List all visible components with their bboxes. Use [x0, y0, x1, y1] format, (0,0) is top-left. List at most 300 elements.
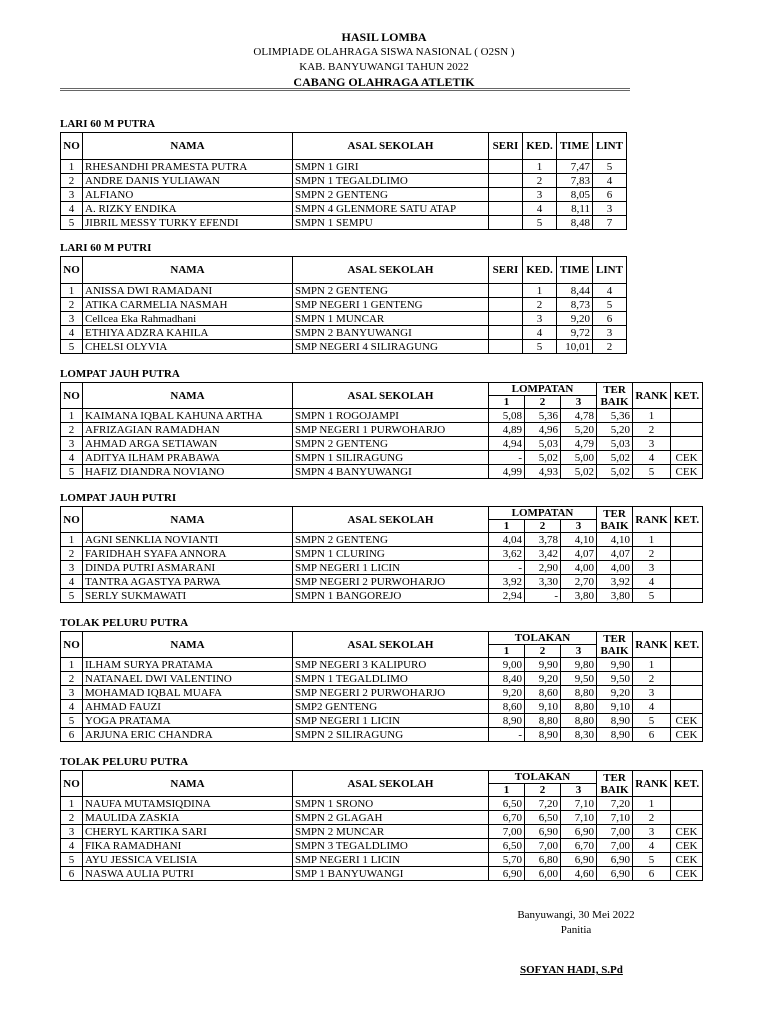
cell-best: 7,00	[597, 839, 633, 853]
cell-attempt-3: 8,80	[561, 714, 597, 728]
table-row	[61, 174, 627, 188]
table-row	[61, 811, 703, 825]
cell-attempt-3: 6,90	[561, 825, 597, 839]
results-table	[60, 256, 627, 354]
cell-school: SMPN 1 TEGALDLIMO	[293, 174, 489, 188]
cell-best: 9,20	[597, 686, 633, 700]
cell-name: NATANAEL DWI VALENTINO	[83, 672, 293, 686]
cell-school: SMPN 2 MUNCAR	[293, 825, 489, 839]
cell-attempt-1: 3,92	[489, 575, 525, 589]
cell-attempt-2: 9,10	[525, 700, 561, 714]
cell-name: ATIKA CARMELIA NASMAH	[83, 298, 293, 312]
cell-seri	[489, 298, 523, 312]
cell-attempt-2: 5,02	[525, 451, 561, 465]
cell-school: SMPN 4 BANYUWANGI	[293, 465, 489, 479]
cell-no: 4	[61, 451, 83, 465]
cell-time: 7,47	[557, 160, 593, 174]
section-lompat-jauh-putra	[60, 366, 703, 479]
section-title: LARI 60 M PUTRA	[60, 118, 156, 130]
col-header-ket: KET.	[671, 383, 703, 409]
cell-name: MOHAMAD IQBAL MUAFA	[83, 686, 293, 700]
event-location: KAB. BANYUWANGI TAHUN 2022	[299, 61, 469, 73]
table-row	[61, 188, 627, 202]
cell-lane: 5	[523, 216, 557, 230]
table-row	[61, 658, 703, 672]
cell-rank: 1	[633, 409, 671, 423]
cell-school: SMPN 2 GENTENG	[293, 533, 489, 547]
cell-school: SMP NEGERI 1 LICIN	[293, 853, 489, 867]
cell-rank: 5	[633, 714, 671, 728]
cell-attempt-1: 9,20	[489, 686, 525, 700]
cell-time: 9,72	[557, 326, 593, 340]
cell-school: SMPN 2 GENTENG	[293, 188, 489, 202]
cell-lane: 2	[523, 174, 557, 188]
cell-ket: CEK	[671, 465, 703, 479]
document-header	[0, 30, 768, 90]
cell-rank: 4	[633, 575, 671, 589]
cell-name: TANTRA AGASTYA PARWA	[83, 575, 293, 589]
cell-no: 3	[61, 437, 83, 451]
cell-lane: 4	[523, 326, 557, 340]
cell-best: 8,90	[597, 728, 633, 742]
cell-name: CHELSI OLYVIA	[83, 340, 293, 354]
table-row	[61, 312, 627, 326]
table-row	[61, 797, 703, 811]
cell-no: 6	[61, 867, 83, 881]
col-header-no: NO	[61, 632, 83, 658]
cell-ket: CEK	[671, 825, 703, 839]
cell-name: Cellcea Eka Rahmadhani	[83, 312, 293, 326]
cell-seri	[489, 284, 523, 298]
cell-ket	[671, 423, 703, 437]
cell-school: SMPN 1 SILIRAGUNG	[293, 451, 489, 465]
cell-rank: 1	[633, 797, 671, 811]
cell-rank: 6	[633, 867, 671, 881]
cell-lint: 5	[593, 160, 627, 174]
col-header-rank: RANK	[633, 632, 671, 658]
cell-no: 5	[61, 340, 83, 354]
table-row	[61, 533, 703, 547]
table-row	[61, 465, 703, 479]
cell-attempt-3: 4,07	[561, 547, 597, 561]
cell-attempt-3: 9,80	[561, 658, 597, 672]
committee-label: Panitia	[560, 924, 592, 936]
col-header-attempt-2: 2	[525, 396, 561, 409]
cell-attempt-1: 5,70	[489, 853, 525, 867]
cell-ket: CEK	[671, 728, 703, 742]
cell-lint: 3	[593, 202, 627, 216]
cell-school: SMP2 GENTENG	[293, 700, 489, 714]
cell-attempt-3: 3,80	[561, 589, 597, 603]
col-header-no: NO	[61, 383, 83, 409]
cell-ket: CEK	[671, 451, 703, 465]
results-table	[60, 770, 703, 881]
cell-seri	[489, 312, 523, 326]
table-row	[61, 700, 703, 714]
cell-attempt-1: 9,00	[489, 658, 525, 672]
cell-attempt-1: 2,94	[489, 589, 525, 603]
cell-name: NASWA AULIA PUTRI	[83, 867, 293, 881]
cell-name: ALFIANO	[83, 188, 293, 202]
header-row	[61, 507, 703, 520]
col-header-attempts: LOMPATAN	[489, 507, 597, 520]
cell-attempt-1: -	[489, 561, 525, 575]
col-header-terbaik: TER BAIK	[597, 771, 633, 797]
cell-school: SMPN 2 SILIRAGUNG	[293, 728, 489, 742]
cell-no: 5	[61, 589, 83, 603]
cell-attempt-1: 4,04	[489, 533, 525, 547]
col-header-ked: KED.	[523, 133, 557, 160]
cell-lane: 4	[523, 202, 557, 216]
cell-name: FIKA RAMADHANI	[83, 839, 293, 853]
cell-rank: 3	[633, 686, 671, 700]
cell-rank: 3	[633, 825, 671, 839]
cell-ket	[671, 575, 703, 589]
cell-no: 3	[61, 825, 83, 839]
table-row	[61, 547, 703, 561]
col-header-attempt-3: 3	[561, 396, 597, 409]
table-row	[61, 423, 703, 437]
col-header-attempt-1: 1	[489, 396, 525, 409]
cell-no: 4	[61, 575, 83, 589]
cell-rank: 3	[633, 561, 671, 575]
cell-school: SMP NEGERI 1 PURWOHARJO	[293, 423, 489, 437]
cell-school: SMPN 1 SEMPU	[293, 216, 489, 230]
cell-ket	[671, 409, 703, 423]
cell-no: 2	[61, 672, 83, 686]
col-header-no: NO	[61, 771, 83, 797]
cell-attempt-2: 8,90	[525, 728, 561, 742]
cell-time: 8,48	[557, 216, 593, 230]
table-row	[61, 853, 703, 867]
col-header-lint: LINT	[593, 257, 627, 284]
cell-lint: 4	[593, 174, 627, 188]
cell-no: 2	[61, 298, 83, 312]
cell-ket: CEK	[671, 853, 703, 867]
cell-school: SMP NEGERI 1 LICIN	[293, 561, 489, 575]
event-name: OLIMPIADE OLAHRAGA SISWA NASIONAL ( O2SN )	[253, 46, 515, 58]
cell-no: 4	[61, 839, 83, 853]
cell-no: 3	[61, 561, 83, 575]
col-header-no: NO	[61, 507, 83, 533]
header-row	[61, 383, 703, 396]
cell-best: 6,90	[597, 853, 633, 867]
section-title: LOMPAT JAUH PUTRA	[60, 368, 180, 380]
col-header-attempt-2: 2	[525, 645, 561, 658]
section-lari-60m-putri	[60, 240, 627, 354]
cell-name: RHESANDHI PRAMESTA PUTRA	[83, 160, 293, 174]
cell-ket	[671, 437, 703, 451]
cell-rank: 4	[633, 839, 671, 853]
cell-attempt-2: 6,50	[525, 811, 561, 825]
cell-attempt-3: 9,50	[561, 672, 597, 686]
cell-attempt-1: 8,40	[489, 672, 525, 686]
cell-attempt-3: 5,20	[561, 423, 597, 437]
col-header-attempt-2: 2	[525, 784, 561, 797]
header-divider	[60, 88, 630, 91]
cell-rank: 2	[633, 672, 671, 686]
cell-lane: 1	[523, 160, 557, 174]
cell-attempt-3: 4,00	[561, 561, 597, 575]
cell-no: 4	[61, 202, 83, 216]
cell-attempt-1: 5,08	[489, 409, 525, 423]
table-row	[61, 686, 703, 700]
cell-attempt-1: 7,00	[489, 825, 525, 839]
cell-time: 7,83	[557, 174, 593, 188]
cell-attempt-2: 4,93	[525, 465, 561, 479]
cell-best: 5,02	[597, 465, 633, 479]
cell-school: SMP NEGERI 2 PURWOHARJO	[293, 686, 489, 700]
cell-best: 8,90	[597, 714, 633, 728]
section-lari-60m-putra	[60, 116, 627, 230]
table-row	[61, 561, 703, 575]
cell-ket	[671, 811, 703, 825]
table-row	[61, 298, 627, 312]
table-row	[61, 409, 703, 423]
table-row	[61, 326, 627, 340]
cell-school: SMPN 1 CLURING	[293, 547, 489, 561]
cell-lint: 4	[593, 284, 627, 298]
cell-school: SMP NEGERI 2 PURWOHARJO	[293, 575, 489, 589]
cell-name: JIBRIL MESSY TURKY EFENDI	[83, 216, 293, 230]
col-header-attempts: TOLAKAN	[489, 632, 597, 645]
section-tolak-peluru-putra	[60, 615, 703, 742]
col-header-seri: SERI	[489, 257, 523, 284]
cell-attempt-2: 5,36	[525, 409, 561, 423]
results-table	[60, 506, 703, 603]
cell-best: 5,02	[597, 451, 633, 465]
cell-attempt-2: 4,96	[525, 423, 561, 437]
cell-rank: 5	[633, 465, 671, 479]
cell-ket: CEK	[671, 714, 703, 728]
cell-school: SMP NEGERI 1 GENTENG	[293, 298, 489, 312]
cell-no: 5	[61, 714, 83, 728]
cell-best: 5,20	[597, 423, 633, 437]
col-header-no: NO	[61, 133, 83, 160]
cell-school: SMP NEGERI 3 KALIPURO	[293, 658, 489, 672]
cell-ket	[671, 797, 703, 811]
cell-attempt-2: 8,60	[525, 686, 561, 700]
cell-attempt-1: -	[489, 728, 525, 742]
cell-name: AGNI SENKLIA NOVIANTI	[83, 533, 293, 547]
cell-seri	[489, 174, 523, 188]
cell-ket	[671, 672, 703, 686]
cell-seri	[489, 202, 523, 216]
table-row	[61, 437, 703, 451]
table-row	[61, 825, 703, 839]
cell-attempt-1: 8,60	[489, 700, 525, 714]
cell-best: 5,36	[597, 409, 633, 423]
cell-best: 9,50	[597, 672, 633, 686]
table-row	[61, 216, 627, 230]
cell-no: 2	[61, 811, 83, 825]
cell-time: 8,44	[557, 284, 593, 298]
cell-attempt-3: 7,10	[561, 811, 597, 825]
signatory-name: SOFYAN HADI, S.Pd	[520, 964, 623, 976]
col-header-asal: ASAL SEKOLAH	[293, 507, 489, 533]
cell-attempt-1: 3,62	[489, 547, 525, 561]
col-header-nama: NAMA	[83, 771, 293, 797]
cell-name: AFRIZAGIAN RAMADHAN	[83, 423, 293, 437]
cell-attempt-3: 4,78	[561, 409, 597, 423]
cell-lint: 7	[593, 216, 627, 230]
cell-name: AHMAD FAUZI	[83, 700, 293, 714]
cell-lint: 2	[593, 340, 627, 354]
col-header-time: TIME	[557, 133, 593, 160]
col-header-terbaik: TER BAIK	[597, 632, 633, 658]
cell-time: 9,20	[557, 312, 593, 326]
col-header-rank: RANK	[633, 507, 671, 533]
col-header-attempt-1: 1	[489, 645, 525, 658]
cell-school: SMP 1 BANYUWANGI	[293, 867, 489, 881]
col-header-asal: ASAL SEKOLAH	[293, 383, 489, 409]
cell-attempt-3: 6,90	[561, 853, 597, 867]
cell-attempt-2: 7,00	[525, 839, 561, 853]
cell-school: SMPN 1 TEGALDLIMO	[293, 672, 489, 686]
header-row	[61, 632, 703, 645]
cell-name: A. RIZKY ENDIKA	[83, 202, 293, 216]
col-header-time: TIME	[557, 257, 593, 284]
cell-school: SMPN 2 GLAGAH	[293, 811, 489, 825]
cell-school: SMPN 2 BANYUWANGI	[293, 326, 489, 340]
cell-seri	[489, 216, 523, 230]
cell-rank: 4	[633, 700, 671, 714]
cell-lint: 5	[593, 298, 627, 312]
col-header-lint: LINT	[593, 133, 627, 160]
signature-block	[496, 908, 656, 938]
cell-attempt-3: 8,30	[561, 728, 597, 742]
cell-name: KAIMANA IQBAL KAHUNA ARTHA	[83, 409, 293, 423]
col-header-ked: KED.	[523, 257, 557, 284]
cell-attempt-3: 8,80	[561, 700, 597, 714]
cell-no: 1	[61, 658, 83, 672]
col-header-attempt-1: 1	[489, 784, 525, 797]
col-header-seri: SERI	[489, 133, 523, 160]
cell-time: 8,73	[557, 298, 593, 312]
cell-attempt-1: 4,99	[489, 465, 525, 479]
header-row	[61, 771, 703, 784]
cell-ket	[671, 686, 703, 700]
section-tolak-peluru-putra-2	[60, 754, 703, 881]
col-header-asal: ASAL SEKOLAH	[293, 257, 489, 284]
cell-attempt-1: 6,70	[489, 811, 525, 825]
cell-attempt-1: 4,89	[489, 423, 525, 437]
cell-time: 8,05	[557, 188, 593, 202]
cell-name: AHMAD ARGA SETIAWAN	[83, 437, 293, 451]
cell-seri	[489, 160, 523, 174]
cell-best: 3,92	[597, 575, 633, 589]
cell-lane: 3	[523, 188, 557, 202]
col-header-attempts: TOLAKAN	[489, 771, 597, 784]
col-header-rank: RANK	[633, 771, 671, 797]
cell-name: ANISSA DWI RAMADANI	[83, 284, 293, 298]
cell-ket	[671, 547, 703, 561]
cell-school: SMPN 3 TEGALDLIMO	[293, 839, 489, 853]
cell-attempt-1: 8,90	[489, 714, 525, 728]
cell-school: SMP NEGERI 1 LICIN	[293, 714, 489, 728]
cell-school: SMPN 1 MUNCAR	[293, 312, 489, 326]
col-header-attempt-3: 3	[561, 645, 597, 658]
cell-best: 3,80	[597, 589, 633, 603]
cell-ket	[671, 589, 703, 603]
table-row	[61, 714, 703, 728]
header-row	[61, 257, 627, 284]
cell-name: ETHIYA ADZRA KAHILA	[83, 326, 293, 340]
cell-lane: 1	[523, 284, 557, 298]
table-row	[61, 589, 703, 603]
cell-rank: 1	[633, 658, 671, 672]
cell-time: 10,01	[557, 340, 593, 354]
cell-no: 1	[61, 409, 83, 423]
cell-no: 1	[61, 797, 83, 811]
cell-name: NAUFA MUTAMSIQDINA	[83, 797, 293, 811]
col-header-no: NO	[61, 257, 83, 284]
cell-rank: 1	[633, 533, 671, 547]
cell-attempt-2: 7,20	[525, 797, 561, 811]
cell-attempt-3: 8,80	[561, 686, 597, 700]
cell-name: SERLY SUKMAWATI	[83, 589, 293, 603]
cell-rank: 5	[633, 853, 671, 867]
section-title: TOLAK PELURU PUTRA	[60, 756, 189, 768]
results-table	[60, 631, 703, 742]
cell-attempt-2: -	[525, 589, 561, 603]
table-row	[61, 839, 703, 853]
cell-lint: 6	[593, 312, 627, 326]
col-header-nama: NAMA	[83, 507, 293, 533]
col-header-nama: NAMA	[83, 257, 293, 284]
header-row	[61, 133, 627, 160]
results-table	[60, 382, 703, 479]
cell-attempt-2: 3,42	[525, 547, 561, 561]
section-title: LOMPAT JAUH PUTRI	[60, 492, 177, 504]
table-row	[61, 160, 627, 174]
cell-ket	[671, 700, 703, 714]
table-row	[61, 202, 627, 216]
cell-attempt-3: 2,70	[561, 575, 597, 589]
place-date: Banyuwangi, 30 Mei 2022	[517, 909, 635, 921]
cell-ket	[671, 658, 703, 672]
cell-school: SMPN 1 BANGOREJO	[293, 589, 489, 603]
cell-attempt-3: 4,79	[561, 437, 597, 451]
cell-rank: 6	[633, 728, 671, 742]
cell-best: 4,00	[597, 561, 633, 575]
cell-attempt-2: 8,80	[525, 714, 561, 728]
cell-no: 4	[61, 700, 83, 714]
cell-ket: CEK	[671, 839, 703, 853]
cell-attempt-2: 6,00	[525, 867, 561, 881]
cell-attempt-1: 6,50	[489, 839, 525, 853]
sport-branch: CABANG OLAHRAGA ATLETIK	[293, 75, 475, 89]
cell-attempt-2: 6,80	[525, 853, 561, 867]
cell-no: 2	[61, 547, 83, 561]
col-header-attempt-1: 1	[489, 520, 525, 533]
cell-seri	[489, 188, 523, 202]
cell-attempt-3: 4,60	[561, 867, 597, 881]
cell-name: YOGA PRATAMA	[83, 714, 293, 728]
col-header-terbaik: TER BAIK	[597, 507, 633, 533]
cell-attempt-2: 3,78	[525, 533, 561, 547]
col-header-nama: NAMA	[83, 632, 293, 658]
cell-school: SMPN 2 GENTENG	[293, 437, 489, 451]
cell-name: DINDA PUTRI ASMARANI	[83, 561, 293, 575]
cell-attempt-2: 6,90	[525, 825, 561, 839]
cell-school: SMPN 2 GENTENG	[293, 284, 489, 298]
cell-name: MAULIDA ZASKIA	[83, 811, 293, 825]
col-header-rank: RANK	[633, 383, 671, 409]
col-header-asal: ASAL SEKOLAH	[293, 632, 489, 658]
cell-seri	[489, 340, 523, 354]
cell-ket	[671, 533, 703, 547]
